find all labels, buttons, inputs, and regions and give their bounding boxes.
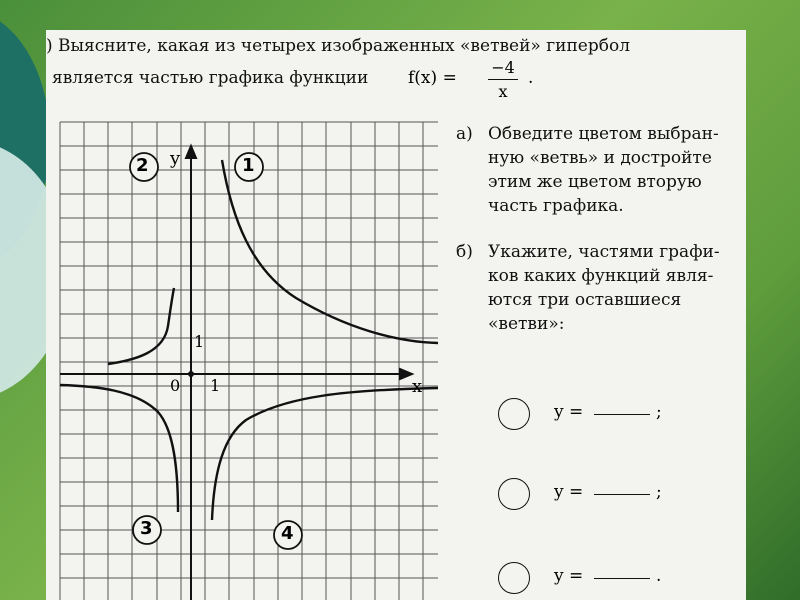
equals-sign: = xyxy=(442,68,457,88)
task-a-line-3: этим же цветом вторую xyxy=(488,172,702,192)
answer-prefix-2: y = xyxy=(554,482,584,502)
task-a xyxy=(456,122,746,222)
function-name: f(x) xyxy=(408,68,438,88)
origin-point xyxy=(188,371,194,377)
question-line-1: ) Выясните, какая из четырех изображенных «ветвей» гипербол xyxy=(46,36,631,56)
origin-label: 0 xyxy=(170,376,181,395)
branch-label-1: 1 xyxy=(242,155,255,176)
fraction-numerator: −4 xyxy=(488,58,518,80)
answer-suffix-1: ; xyxy=(656,402,662,422)
grid xyxy=(60,122,438,600)
answer-circle-2[interactable] xyxy=(498,478,530,510)
branch-4 xyxy=(212,388,438,520)
question-trailing: . xyxy=(528,68,534,88)
branch-3 xyxy=(60,385,178,512)
answer-suffix-3: . xyxy=(656,566,662,586)
y-tick-label: 1 xyxy=(194,332,205,351)
task-b-label: б) xyxy=(456,242,473,262)
answer-circle-3[interactable] xyxy=(498,562,530,594)
answer-blank-2[interactable] xyxy=(594,494,650,495)
x-axis-label: x xyxy=(412,376,423,397)
question-line-2: является частью графика функции xyxy=(52,68,369,88)
task-b xyxy=(456,240,746,340)
task-b-line-2: ков каких функций явля- xyxy=(488,266,714,286)
fraction-denominator: x xyxy=(498,82,508,101)
answer-prefix-1: y = xyxy=(554,402,584,422)
x-tick-label: 1 xyxy=(210,376,221,395)
task-a-line-1: Обведите цветом выбран- xyxy=(488,124,719,144)
task-a-label: а) xyxy=(456,124,473,144)
answer-prefix-3: y = xyxy=(554,566,584,586)
task-a-line-4: часть графика. xyxy=(488,196,624,216)
branch-label-4: 4 xyxy=(281,523,294,544)
y-axis-label: y xyxy=(170,148,181,169)
answer-blank-1[interactable] xyxy=(594,414,650,415)
answer-row-1 xyxy=(498,398,738,434)
worksheet xyxy=(46,30,746,600)
task-a-line-2: ную «ветвь» и достройте xyxy=(488,148,712,168)
answer-row-3 xyxy=(498,562,738,598)
answer-suffix-2: ; xyxy=(656,482,662,502)
answer-circle-1[interactable] xyxy=(498,398,530,430)
task-b-line-1: Укажите, частями графи- xyxy=(488,242,720,262)
answer-blank-3[interactable] xyxy=(594,578,650,579)
answer-row-2 xyxy=(498,478,738,514)
branch-label-2: 2 xyxy=(136,155,149,176)
task-b-line-3: ются три оставшиеся xyxy=(488,290,682,310)
branch-2 xyxy=(108,288,174,364)
task-b-line-4: «ветви»: xyxy=(488,314,565,334)
branch-label-3: 3 xyxy=(140,518,153,539)
